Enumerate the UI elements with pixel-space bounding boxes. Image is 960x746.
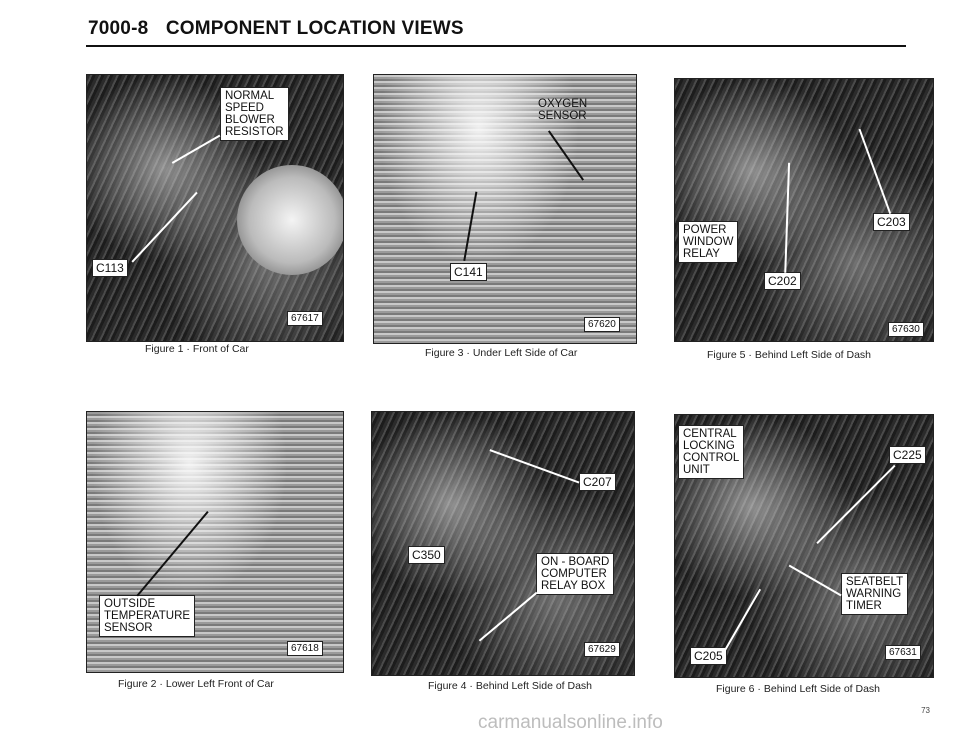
figure-5-leader-b [784, 163, 789, 273]
figure-6-caption: Figure 6 · Behind Left Side of Dash [716, 683, 881, 695]
figure-6-code-c225: C225 [889, 446, 926, 464]
figure-1-caption: Figure 1 · Front of Car [145, 343, 249, 355]
figure-3-caption: Figure 3 · Under Left Side of Car [425, 347, 578, 359]
figure-6-label-central-locking: CENTRAL LOCKING CONTROL UNIT [678, 425, 744, 479]
figure-1-leader-a [172, 135, 220, 164]
figure-5-code-c202: C202 [764, 272, 801, 290]
figure-6-code-c205: C205 [690, 647, 727, 665]
figure-3-photo-number: 67620 [584, 317, 620, 332]
figure-6-leader-a [817, 465, 896, 544]
figure-5-caption: Figure 5 · Behind Left Side of Dash [707, 349, 872, 361]
figure-1-label-blower-resistor: NORMAL SPEED BLOWER RESISTOR [220, 87, 289, 141]
figure-5-photo-number: 67630 [888, 322, 924, 337]
figure-3-leader-a [548, 130, 584, 180]
headlight [237, 165, 344, 275]
section-number: 7000-8 [88, 18, 149, 39]
figure-4-leader-a [489, 450, 579, 484]
figure-2-photo [86, 411, 344, 673]
figure-4-caption: Figure 4 · Behind Left Side of Dash [428, 680, 593, 692]
figure-3-code-c141: C141 [450, 263, 487, 281]
figure-5-code-c203: C203 [873, 213, 910, 231]
figure-5-leader-a [859, 129, 891, 214]
figure-2-leader [136, 511, 208, 596]
header-rule [86, 45, 906, 47]
figure-5-photo [674, 78, 934, 342]
figure-6-leader-c [724, 589, 760, 650]
figure-3-label-oxygen-sensor: OXYGEN SENSOR [538, 98, 588, 122]
figure-2-label-outside-temp-sensor: OUTSIDE TEMPERATURE SENSOR [99, 595, 195, 637]
figure-6-photo-number: 67631 [885, 645, 921, 660]
figure-3-leader-b [463, 192, 477, 261]
figure-4-leader-b [479, 592, 537, 641]
figure-1-code-c113: C113 [92, 259, 128, 277]
figure-1-photo-number: 67617 [287, 311, 323, 326]
page-title: COMPONENT LOCATION VIEWS [165, 18, 464, 39]
figure-4-photo [371, 411, 635, 676]
page-header [88, 18, 464, 40]
figure-4-code-c207: C207 [579, 473, 616, 491]
figure-6-leader-b [789, 565, 842, 596]
figure-1-leader-b [131, 192, 197, 263]
figure-4-label-relay-box: ON - BOARD COMPUTER RELAY BOX [536, 553, 614, 595]
figure-1-photo [86, 74, 344, 342]
figure-4-code-c350: C350 [408, 546, 445, 564]
site-watermark: carmanualsonline.info [478, 712, 663, 733]
figure-3-photo [373, 74, 637, 344]
figure-4-photo-number: 67629 [584, 642, 620, 657]
figure-2-photo-number: 67618 [287, 641, 323, 656]
figure-6-label-seatbelt-timer: SEATBELT WARNING TIMER [841, 573, 908, 615]
figure-5-label-power-window-relay: POWER WINDOW RELAY [678, 221, 738, 263]
page-number: 73 [921, 706, 930, 715]
figure-2-caption: Figure 2 · Lower Left Front of Car [118, 678, 274, 690]
figure-6-photo [674, 414, 934, 678]
